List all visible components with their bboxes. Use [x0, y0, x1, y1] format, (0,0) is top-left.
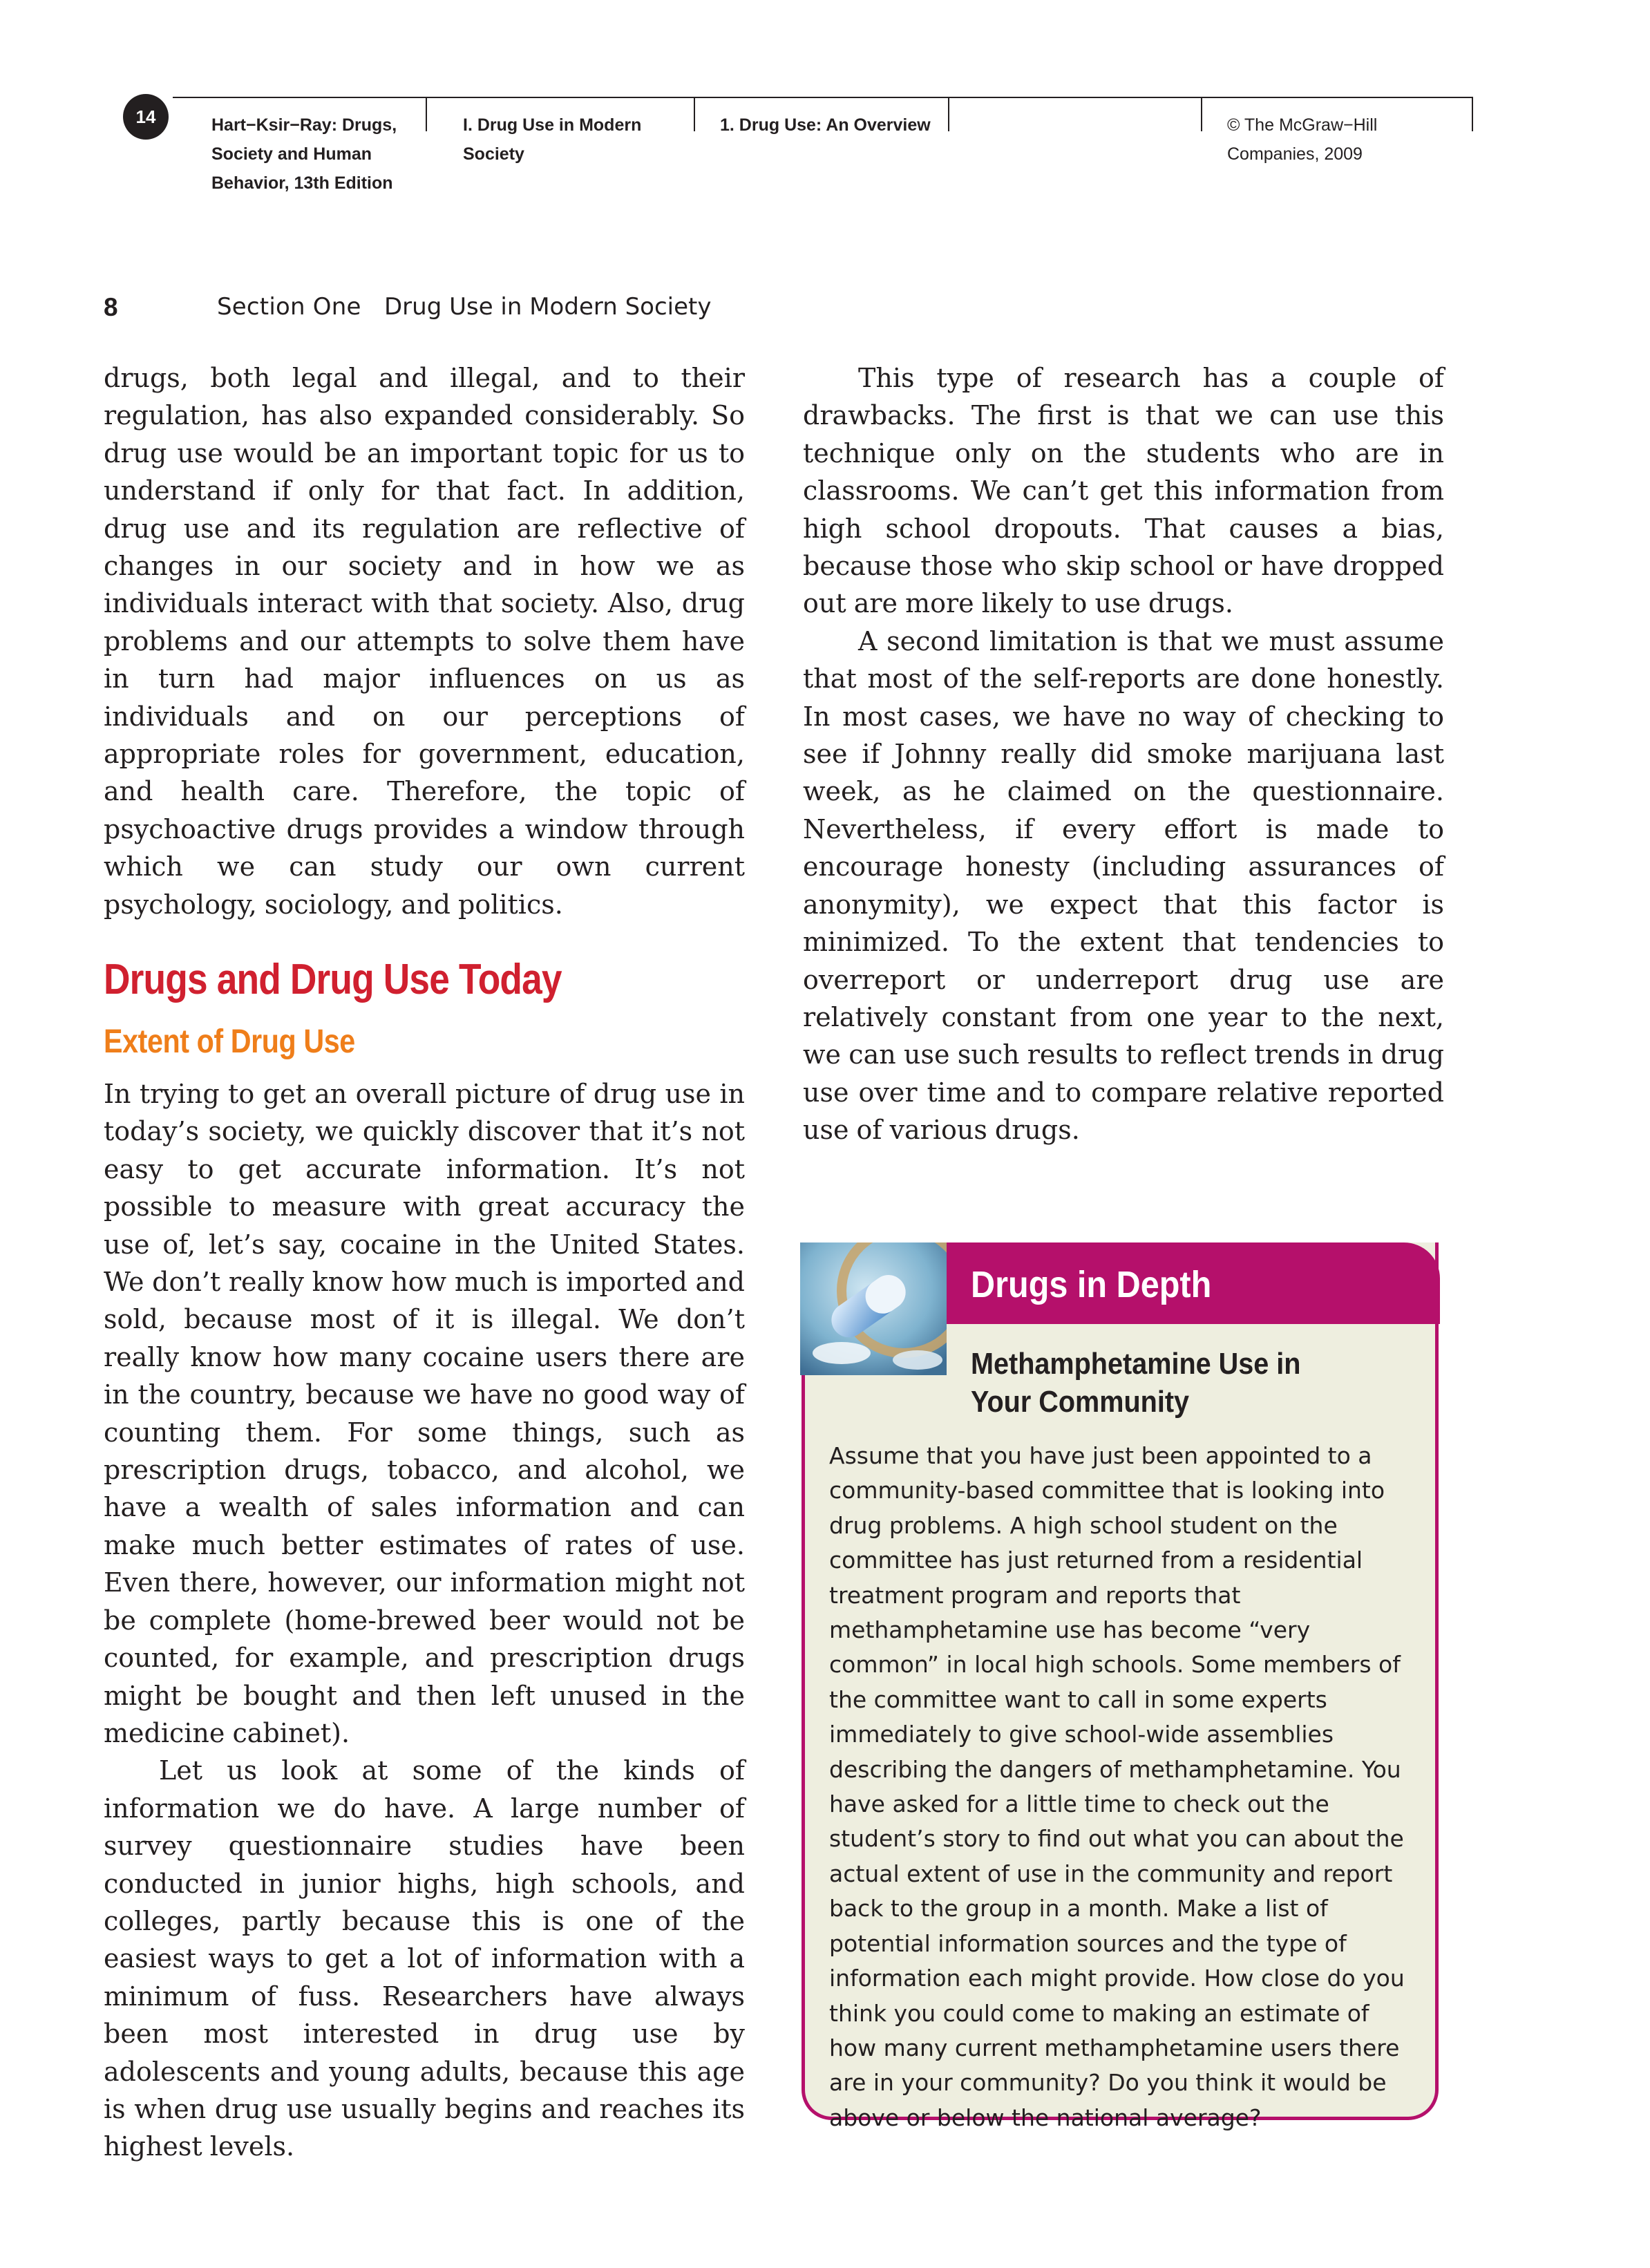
header-divider	[1201, 97, 1202, 131]
left-column-intro	[104, 359, 745, 923]
paragraph-intro: drugs, both legal and illegal, and to their regulation, has also expanded considerably. So drug use would be an important topic for us to understand if only for that fact. In addition, drug use and its regulation are reflective of changes in our society and in how we as individuals interact with that society. Also, drug problems and our attempts to solve them have in turn had major influences on us as individuals and on our perceptions of appropriate roles for government, education, and health care. Therefore, the topic of psychoactive drugs provides a window through which we can study our own current psychology, sociology, and politics.	[104, 363, 745, 920]
header-divider	[1472, 97, 1473, 131]
drugs-in-depth-text: Assume that you have just been appointed to a community-based committee that is looking into drug problems. A high school student on the committee has just returned from a residential treatment program and reports that methamphetamine use has become “very common” in local high schools. Some members of the committee want to call in some experts immediately to give school-wide assemblies describing the dangers of methamphetamine. You have asked for a little time to check out the student’s story to find out what you can about the actual extent of use in the community and report back to the group in a month. Make a list of potential information sources and the type of information each might provide. How close do you think you could come to making an estimate of how many current methamphetamine users there are in your community? Do you think it would be above or below the national average?	[829, 1442, 1405, 2131]
section-title: Drug Use in Modern Society	[384, 293, 712, 321]
capsule-magnifier-photo	[800, 1242, 947, 1375]
paragraph-extent: In trying to get an overall picture of drug use in today’s society, we quickly discover that it’s not easy to get accurate information. It’s not possible to measure with great accuracy the use of, let’s say, cocaine in the United States. We don’t really know how much is imported and sold, because most of it is illegal. We don’t really know how many cocaine users there are in the country, because we have no good way of counting them. For some things, such as prescription drugs, tobacco, and alcohol, we have a wealth of sales information and can make much better estimates of rates of use. Even there, however, our information might not be complete (home-brewed beer would not be counted, for example, and prescription drugs might be bought and then left unused in the medicine cabinet).	[104, 1079, 745, 1748]
left-column-body	[104, 1075, 745, 2166]
header-part: I. Drug Use in Modern Society	[463, 115, 642, 164]
drugs-in-depth-subtitle: Methamphetamine Use in Your Community	[971, 1347, 1301, 1419]
page-number: 8	[104, 293, 118, 321]
header-chapter: 1. Drug Use: An Overview	[720, 115, 931, 135]
header-book-title: Hart−Ksir−Ray: Drugs, Society and Human Behavior, 13th Edition	[211, 115, 397, 193]
section-label: Section One	[217, 293, 361, 321]
drugs-in-depth-title: Drugs in Depth	[971, 1264, 1212, 1305]
paragraph-survey: Let us look at some of the kinds of information we do have. A large number of survey questionnaire studies have been conducted in junior highs, high schools, and colleges, partly because this is one of the easiest ways to get a lot of information with a minimum of fuss. Researchers have always been most interested in drug use by adolescents and young adults, because this age is when drug use usually begins and reaches its highest levels.	[104, 1755, 745, 2162]
subsection-heading: Extent of Drug Use	[104, 1023, 355, 1060]
header-divider	[948, 97, 949, 131]
right-column-body	[803, 359, 1444, 1149]
paragraph-drawbacks: This type of research has a couple of drawbacks. The first is that we can use this technique only on the students who are in classrooms. We can’t get this information from high school dropouts. That causes a bias, because those who skip school or have dropped out are more likely to use drugs.	[803, 363, 1444, 619]
section-heading: Drugs and Drug Use Today	[104, 956, 562, 1003]
header-rule	[173, 97, 1473, 98]
page-badge: 14	[123, 94, 169, 140]
paragraph-limitation: A second limitation is that we must assume that most of the self-reports are done honestly. In most cases, we have no way of checking to see if Johnny really did smoke marijuana last week, as he claimed on the questionnaire. Nevertheless, if every effort is made to encourage honesty (including assurances of anonymity), we expect that this factor is minimized. To the extent that tendencies to overreport or underreport drug use are relatively constant from one year to the next, we can use such results to reflect trends in drug use over time and to compare relative reported use of various drugs.	[803, 625, 1444, 1146]
header-copyright: © The McGraw−Hill Companies, 2009	[1227, 115, 1378, 164]
header-divider	[426, 97, 427, 131]
header-divider	[694, 97, 695, 131]
